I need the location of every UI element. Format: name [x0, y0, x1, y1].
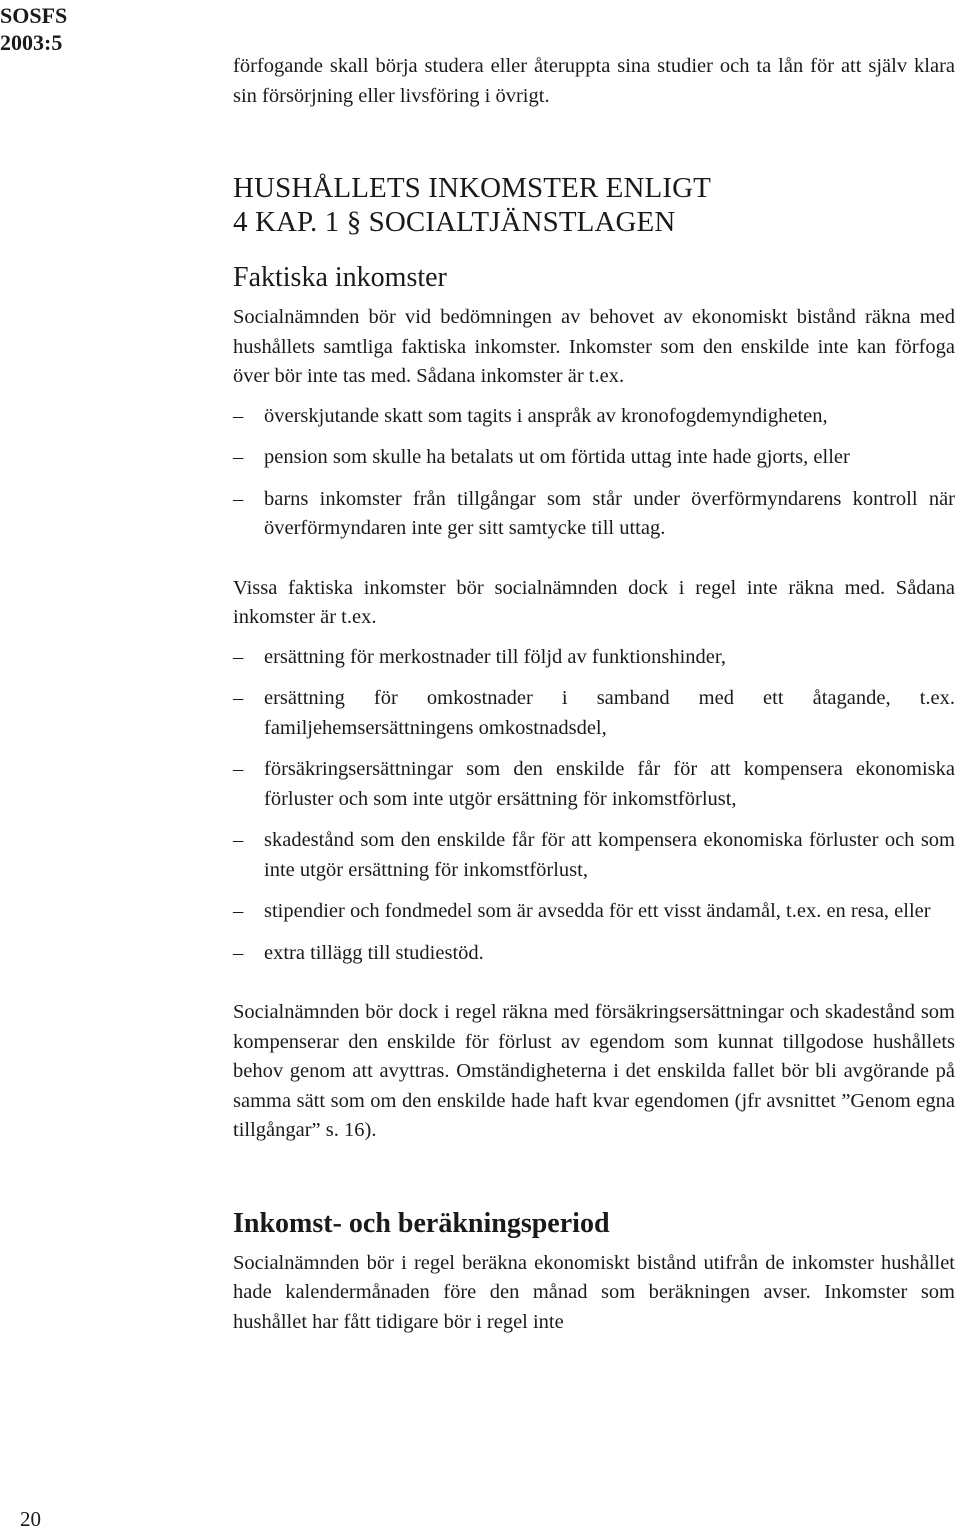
series-code-name: SOSFS [0, 3, 68, 28]
section1-paragraph-2: Vissa faktiska inkomster bör socialnämnden dock i regel inte räkna med. Sådana inkomster är t.ex. [233, 576, 955, 628]
dash-marker: – [233, 487, 244, 510]
chapter-heading-line1: HUSHÅLLETS INKOMSTER ENLIGT [233, 172, 711, 204]
list-item [233, 684, 955, 743]
list-item [233, 485, 955, 544]
list-item [233, 826, 955, 885]
list-item-text: försäkringsersättningar som den enskilde får för att kompensera ekonomiska förluster och som inte utgör ersättning för inkomstförlust, [264, 758, 955, 810]
chapter-heading [233, 171, 955, 239]
dash-marker: – [233, 446, 244, 468]
page-number: 20 [20, 1507, 41, 1531]
page-content [233, 52, 955, 1337]
included-income-list [233, 402, 955, 544]
section-heading-inkomst-och-berakningsperiod: Inkomst- och beräkningsperiod [233, 1207, 610, 1239]
list-item [233, 643, 955, 673]
dash-marker: – [233, 900, 244, 922]
excluded-income-list [233, 643, 955, 969]
list-item-text: stipendier och fondmedel som är avsedda för ett visst ändamål, t.ex. en resa, eller [264, 900, 931, 922]
intro-paragraph: förfogande skall börja studera eller återuppta sina studier och ta lån för att själv klara sin försörjning eller livsföring i övrigt. [233, 55, 955, 107]
list-item [233, 402, 955, 432]
list-item-text: extra tillägg till studiestöd. [264, 941, 484, 964]
series-code-number: 2003:5 [0, 30, 63, 55]
section1-paragraph-3: Socialnämnden bör dock i regel räkna med försäkringsersättningar och skadestånd som kompenserar den enskilde för förlust av egendom som kunnat tillgodose hushållets behov genom att avyttras. Omständigheterna i det enskilda fallet bör bli avgörande på samma sätt som om den enskilde hade haft kvar egendomen (jfr avsnittet ”Genom egna tillgångar” s. 16). [233, 1001, 955, 1141]
list-item [233, 755, 955, 814]
series-code [0, 2, 160, 56]
list-item [233, 443, 955, 473]
chapter-heading-line2: 4 KAP. 1 § SOCIALTJÄNSTLAGEN [233, 206, 676, 238]
list-item-text: överskjutande skatt som tagits i anspråk av kronofogdemyndigheten, [264, 404, 828, 427]
list-item-text: pension som skulle ha betalats ut om förtida uttag inte hade gjorts, eller [264, 446, 850, 468]
list-item-text: skadestånd som den enskilde får för att kompensera ekonomiska förluster och som inte utgör ersättning för inkomstförlust, [264, 829, 955, 881]
list-item [233, 897, 955, 927]
list-item-text: ersättning för omkostnader i samband med ett åtagande, t.ex. familjehemsersättningens omkostnadsdel, [264, 687, 955, 739]
dash-marker: – [233, 829, 244, 851]
dash-marker: – [233, 758, 244, 780]
section-heading-faktiska-inkomster: Faktiska inkomster [233, 262, 447, 293]
dash-marker: – [233, 941, 244, 964]
list-item-text: barns inkomster från tillgångar som står under överförmyndarens kontroll när överförmyndaren inte ger sitt samtycke till uttag. [264, 487, 955, 539]
dash-marker: – [233, 687, 244, 709]
list-item-text: ersättning för merkostnader till följd av funktionshinder, [264, 645, 727, 668]
dash-marker: – [233, 645, 244, 668]
section2-paragraph: Socialnämnden bör i regel beräkna ekonomiskt bistånd utifrån de inkomster hushållet hade kalendermånaden före den månad som beräkningen avser. Inkomster som hushållet har fått tidigare bör i regel inte [233, 1251, 955, 1333]
section1-paragraph: Socialnämnden bör vid bedömningen av behovet av ekonomiskt bistånd räkna med hushållets samtliga faktiska inkomster. Inkomster som den enskilde inte kan förfoga över bör inte tas med. Sådana inkomster är t.ex. [233, 306, 955, 387]
dash-marker: – [233, 404, 244, 427]
list-item [233, 939, 955, 969]
